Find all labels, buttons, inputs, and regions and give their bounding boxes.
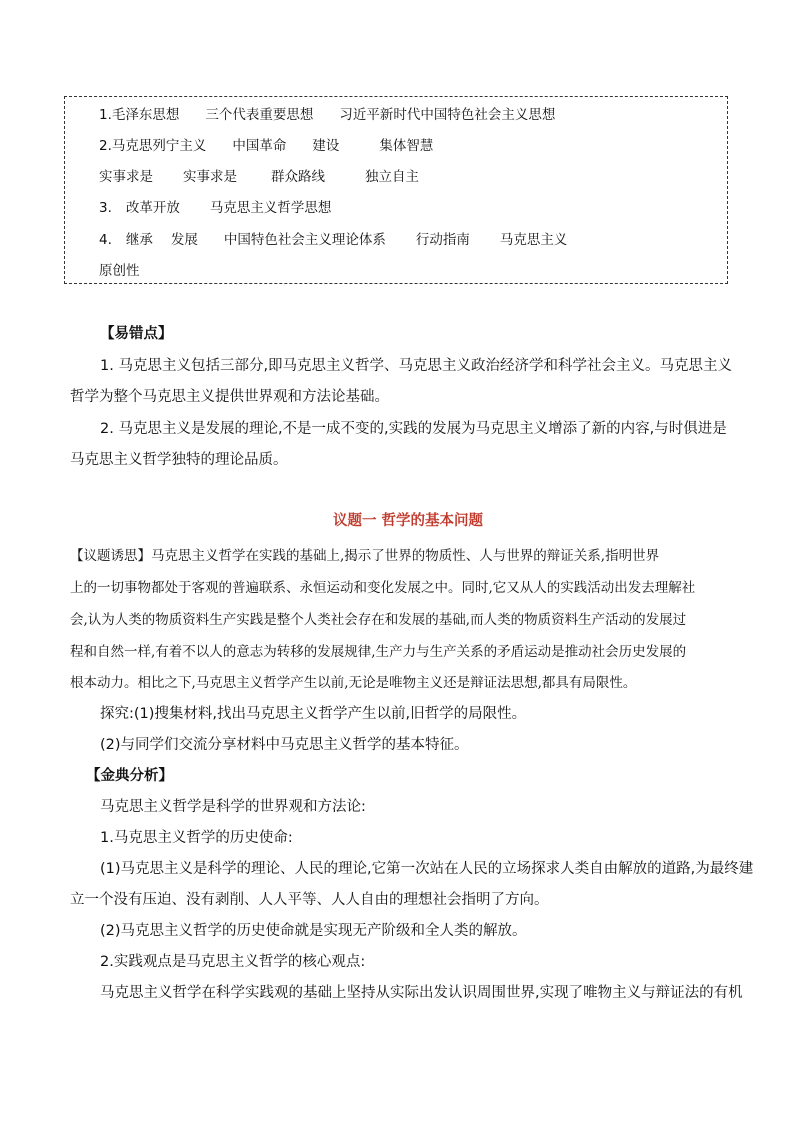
answer-item: 三个代表重要思想 — [205, 107, 314, 123]
analysis-line-1: 马克思主义哲学是科学的世界观和方法论: — [100, 799, 366, 815]
answer-line-2 — [99, 136, 459, 156]
answer-item: 改革开放 — [125, 200, 180, 216]
analysis-line-3: (1)马克思主义是科学的理论、人民的理论,它第一次站在人民的立场探求人类自由解放的道路,为最终建 — [100, 861, 754, 877]
topic-intro-line-3: 会,认为人类的物质资料生产实践是整个人类社会存在和发展的基础,而人类的物质资料生产活动的发展过 — [70, 612, 687, 628]
answer-item: 3. — [99, 200, 112, 216]
errors-heading: 【易错点】 — [100, 326, 173, 342]
analysis-line-7: 马克思主义哲学在科学实践观的基础上坚持从实际出发认识周围世界,实现了唯物主义与辩证法的有机 — [100, 985, 743, 1001]
answer-item: 中国特色社会主义理论体系 — [223, 232, 386, 248]
errors-paragraph-1-line-2: 哲学为整个马克思主义提供世界观和方法论基础。 — [70, 389, 389, 405]
answer-item: 集体智慧 — [379, 138, 434, 154]
answer-line-4 — [99, 198, 357, 218]
answer-item: 发展 — [170, 232, 198, 248]
answer-item: 实事求是 — [99, 169, 153, 185]
errors-paragraph-2-line-2: 马克思主义哲学独特的理论品质。 — [70, 452, 288, 468]
answer-item: 行动指南 — [415, 232, 470, 248]
topic-intro-line-2: 上的一切事物都处于客观的普遍联系、永恒运动和变化发展之中。同时,它又从人的实践活动出发去理解社 — [70, 580, 696, 596]
answer-line-1 — [99, 105, 581, 125]
analysis-line-2: 1.马克思主义哲学的历史使命: — [100, 830, 293, 846]
explore-question-1: 探究:(1)搜集材料,找出马克思主义哲学产生以前,旧哲学的局限性。 — [100, 706, 527, 722]
answer-item: 马克思主义 — [499, 232, 568, 248]
answer-item: 4. — [99, 232, 112, 248]
answer-line-6 — [99, 261, 166, 281]
topic-intro-line-5: 根本动力。相比之下,马克思主义哲学产生以前,无论是唯物主义还是辩证法思想,都具有局限性。 — [70, 675, 637, 691]
analysis-line-6: 2.实践观点是马克思主义哲学的核心观点: — [100, 954, 366, 970]
answer-item: 中国革命 — [232, 138, 287, 154]
answer-item: 实事求是 — [183, 169, 237, 185]
answer-item: 原创性 — [99, 263, 140, 279]
answer-line-5 — [99, 230, 593, 250]
topic-intro-line-1: 【议题诱思】马克思主义哲学在实践的基础上,揭示了世界的物质性、人与世界的辩证关系,指明世界 — [70, 548, 660, 564]
answer-item: 马克思主义哲学思想 — [209, 200, 332, 216]
answer-item: 2.马克思列宁主义 — [99, 138, 207, 154]
analysis-line-4: 立一个没有压迫、没有剥削、人人平等、人人自由的理想社会指明了方向。 — [70, 892, 549, 908]
answer-item: 继承 — [125, 232, 153, 248]
answer-item: 独立自主 — [365, 169, 419, 185]
answer-line-3 — [99, 167, 445, 187]
answer-item: 1.毛泽东思想 — [99, 107, 180, 123]
analysis-line-5: (2)马克思主义哲学的历史使命就是实现无产阶级和全人类的解放。 — [100, 923, 527, 939]
answer-box — [64, 96, 728, 284]
answer-item: 建设 — [312, 138, 340, 154]
errors-paragraph-1-line-1: 1. 马克思主义包括三部分,即马克思主义哲学、马克思主义政治经济学和科学社会主义。马克思主义 — [100, 358, 733, 374]
errors-paragraph-2-line-1: 2. 马克思主义是发展的理论,不是一成不变的,实践的发展为马克思主义增添了新的内容,与时俱进是 — [100, 421, 727, 437]
answer-item: 习近平新时代中国特色社会主义思想 — [339, 107, 556, 123]
answer-item: 群众路线 — [271, 169, 325, 185]
topic-intro-line-4: 程和自然一样,有着不以人的意志为转移的发展规律,生产力与生产关系的矛盾运动是推动社会历史发展的 — [70, 644, 687, 660]
explore-question-2: (2)与同学们交流分享材料中马克思主义哲学的基本特征。 — [100, 737, 469, 753]
topic-heading: 议题一 哲学的基本问题 — [333, 513, 484, 529]
analysis-heading: 【金典分析】 — [86, 768, 173, 784]
